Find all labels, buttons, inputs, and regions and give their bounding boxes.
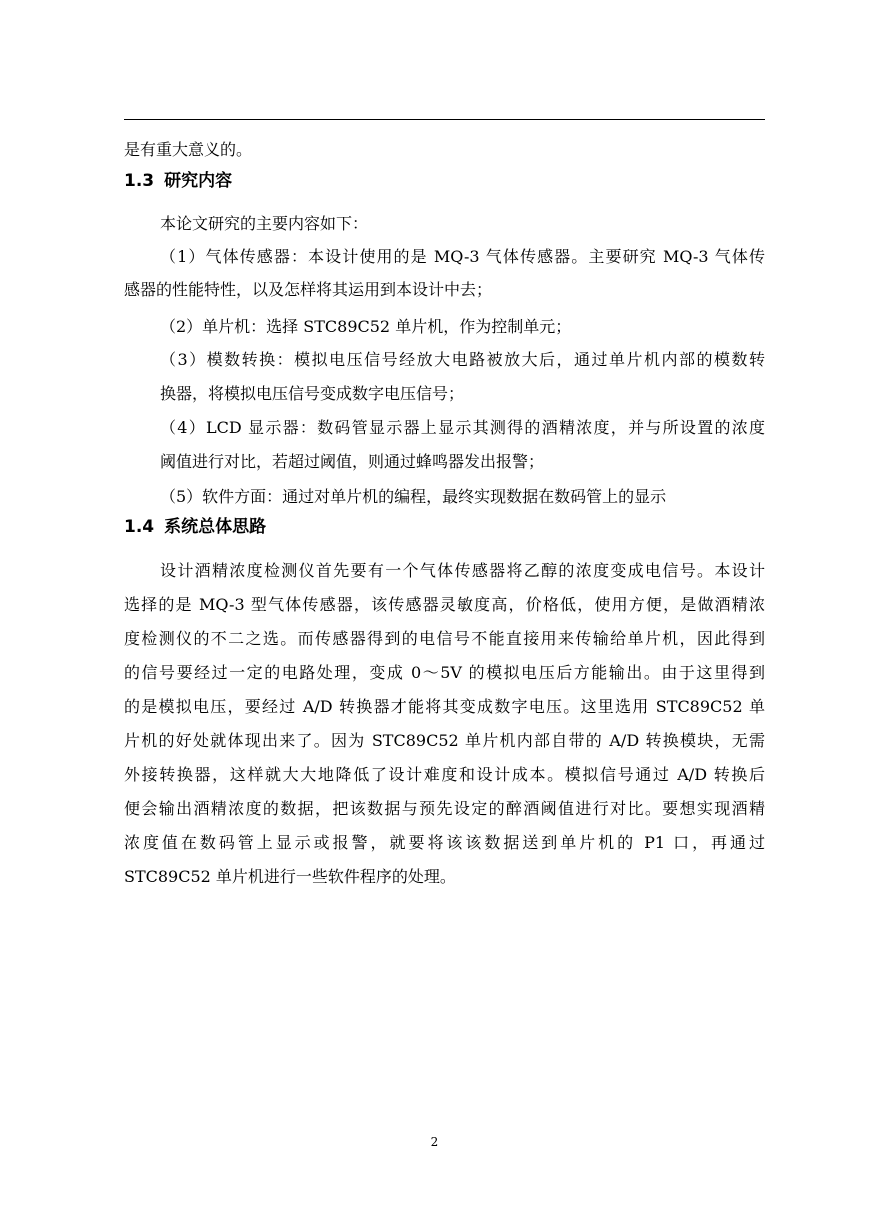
- list-item-2: （2）单片机：选择 STC89C52 单片机，作为控制单元；: [160, 317, 572, 336]
- continuation-text: 是有重大意义的。: [124, 140, 253, 159]
- section-title: 研究内容: [164, 171, 233, 191]
- paragraph-line-5: 的是模拟电压，要经过 A/D 转换器才能将其变成数字电压。这里选用 STC89C52 单: [124, 697, 765, 716]
- paragraph-line-9: 浓度值在数码管上显示或报警，就要将该该数据送到单片机的 P1 口，再通过: [124, 833, 765, 852]
- paragraph-line-6: 片机的好处就体现出来了。因为 STC89C52 单片机内部自带的 A/D 转换模块，无需: [124, 731, 765, 750]
- list-item-3-line-1: （3）模数转换：模拟电压信号经放大电路被放大后，通过单片机内部的模数转: [160, 350, 765, 369]
- paragraph-line-3: 度检测仪的不二之选。而传感器得到的电信号不能直接用来传输给单片机，因此得到: [124, 629, 765, 648]
- paragraph-line-8: 便会输出酒精浓度的数据，把该数据与预先设定的醉酒阈值进行对比。要想实现酒精: [124, 799, 765, 818]
- paragraph-line-7: 外接转换器，这样就大大地降低了设计难度和设计成本。模拟信号通过 A/D 转换后: [124, 765, 765, 784]
- list-item-4-line-1: （4）LCD 显示器：数码管显示器上显示其测得的酒精浓度，并与所设置的浓度: [160, 418, 765, 437]
- section-heading-1-3: [124, 170, 232, 192]
- paragraph-line-4: 的信号要经过一定的电路处理，变成 0～5V 的模拟电压后方能输出。由于这里得到: [124, 663, 765, 682]
- header-rule: [124, 119, 765, 120]
- paragraph-line-2: 选择的是 MQ-3 型气体传感器，该传感器灵敏度高，价格低，使用方便，是做酒精浓: [124, 595, 765, 614]
- paragraph-line-10: STC89C52 单片机进行一些软件程序的处理。: [124, 867, 456, 886]
- paragraph-line-1: 设计酒精浓度检测仪首先要有一个气体传感器将乙醇的浓度变成电信号。本设计: [160, 561, 765, 580]
- section-heading-1-4: [124, 516, 266, 538]
- list-item-1-line-1: （1）气体传感器：本设计使用的是 MQ-3 气体传感器。主要研究 MQ-3 气体传: [160, 247, 765, 266]
- section-number: 1.3: [124, 171, 155, 191]
- list-item-3-line-2: 换器，将模拟电压信号变成数字电压信号；: [160, 384, 465, 403]
- list-item-1-line-2: 感器的性能特性，以及怎样将其运用到本设计中去；: [124, 280, 493, 299]
- list-item-4-line-2: 阈值进行对比，若超过阈值，则通过蜂鸣器发出报警；: [160, 452, 545, 471]
- section-title: 系统总体思路: [164, 517, 267, 537]
- list-item-5: （5）软件方面：通过对单片机的编程，最终实现数据在数码管上的显示: [160, 487, 667, 506]
- section-number: 1.4: [124, 517, 155, 537]
- intro-text: 本论文研究的主要内容如下：: [160, 214, 369, 233]
- page-number: 2: [430, 1135, 439, 1149]
